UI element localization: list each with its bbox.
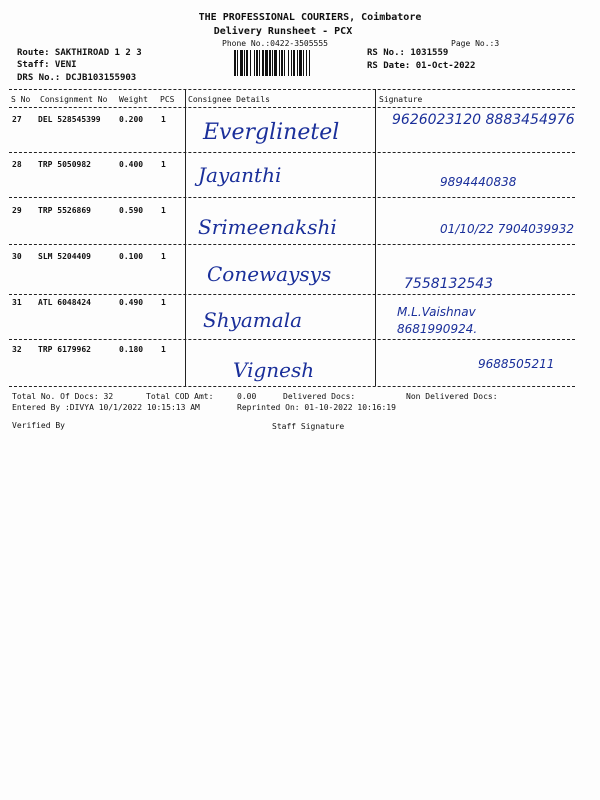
signature-handwriting: 9894440838	[440, 175, 517, 189]
weight-cell: 0.400	[119, 160, 144, 169]
consignee-handwriting: Srimeenakshi	[198, 215, 337, 239]
consignee-handwriting: Shyamala	[203, 308, 303, 332]
col-header-pcs: PCS	[160, 95, 175, 104]
col-header-weight: Weight	[119, 95, 148, 104]
cod-value: 0.00	[237, 392, 257, 401]
row-separator	[9, 152, 575, 153]
staff: Staff: VENI	[17, 60, 77, 70]
table-bottom-rule	[9, 386, 575, 387]
pcs-cell: 1	[161, 160, 166, 169]
col-header-consignment: Consignment No	[40, 95, 108, 104]
sno-cell: 32	[12, 345, 22, 354]
page-number: Page No.:3	[451, 39, 500, 48]
header-bottom-rule	[9, 107, 575, 108]
signature-handwriting: M.L.Vaishnav 8681990924.	[397, 305, 478, 336]
entered-by: Entered By :DIVYA 10/1/2022 10:15:13 AM	[12, 403, 200, 412]
weight-cell: 0.590	[119, 206, 144, 215]
col-header-sno: S No	[11, 95, 31, 104]
consignee-handwriting: Jayanthi	[198, 163, 282, 187]
signature-handwriting: 9626023120 8883454976	[392, 112, 575, 128]
rs-number: RS No.: 1031559	[367, 48, 449, 58]
consignee-handwriting: Vignesh	[233, 358, 315, 382]
signature-handwriting: 9688505211	[478, 357, 555, 371]
pcs-cell: 1	[161, 345, 166, 354]
rs-date: RS Date: 01-Oct-2022	[367, 61, 476, 71]
consignment-cell: TRP 5050982	[38, 160, 91, 169]
route: Route: SAKTHIROAD 1 2 3	[17, 48, 142, 58]
consignment-cell: TRP 6179962	[38, 345, 91, 354]
row-separator	[9, 244, 575, 245]
delivered-docs: Delivered Docs:	[283, 392, 356, 401]
barcode	[233, 50, 358, 76]
signature-handwriting: 7558132543	[404, 276, 494, 292]
weight-cell: 0.200	[119, 115, 144, 124]
pcs-cell: 1	[161, 115, 166, 124]
sno-cell: 31	[12, 298, 22, 307]
consignment-cell: ATL 6048424	[38, 298, 91, 307]
staff-signature: Staff Signature	[272, 422, 345, 431]
signature-handwriting: 01/10/22 7904039932	[440, 222, 575, 236]
total-docs: Total No. Of Docs: 32	[12, 392, 114, 401]
row-separator	[9, 339, 575, 340]
table-top-rule	[9, 89, 575, 90]
weight-cell: 0.180	[119, 345, 144, 354]
col-header-signature: Signature	[379, 95, 423, 104]
sno-cell: 30	[12, 252, 22, 261]
consignment-cell: DEL 528545399	[38, 115, 101, 124]
consignment-cell: TRP 5526869	[38, 206, 91, 215]
reprinted-on: Reprinted On: 01-10-2022 10:16:19	[237, 403, 396, 412]
pcs-cell: 1	[161, 252, 166, 261]
consignee-handwriting: Conewaysys	[207, 262, 332, 286]
runsheet-title: Delivery Runsheet - PCX	[213, 26, 353, 37]
col-divider-signature	[375, 89, 376, 386]
col-header-consignee: Consignee Details	[188, 95, 270, 104]
row-separator	[9, 197, 575, 198]
weight-cell: 0.100	[119, 252, 144, 261]
pcs-cell: 1	[161, 206, 166, 215]
drs-number: DRS No.: DCJB103155903	[17, 73, 137, 83]
sno-cell: 29	[12, 206, 22, 215]
phone-number: Phone No.:0422-3505555	[222, 39, 328, 48]
company-name: THE PROFESSIONAL COURIERS, Coimbatore	[198, 12, 422, 23]
sno-cell: 28	[12, 160, 22, 169]
col-divider-consignee	[185, 89, 186, 386]
consignee-handwriting: Everglinetel	[203, 120, 340, 145]
pcs-cell: 1	[161, 298, 166, 307]
consignment-cell: SLM 5204409	[38, 252, 91, 261]
weight-cell: 0.490	[119, 298, 144, 307]
row-separator	[9, 294, 575, 295]
verified-by: Verified By	[12, 421, 65, 430]
sno-cell: 27	[12, 115, 22, 124]
non-delivered-docs: Non Delivered Docs:	[406, 392, 498, 401]
total-cod-label: Total COD Amt:	[146, 392, 214, 401]
